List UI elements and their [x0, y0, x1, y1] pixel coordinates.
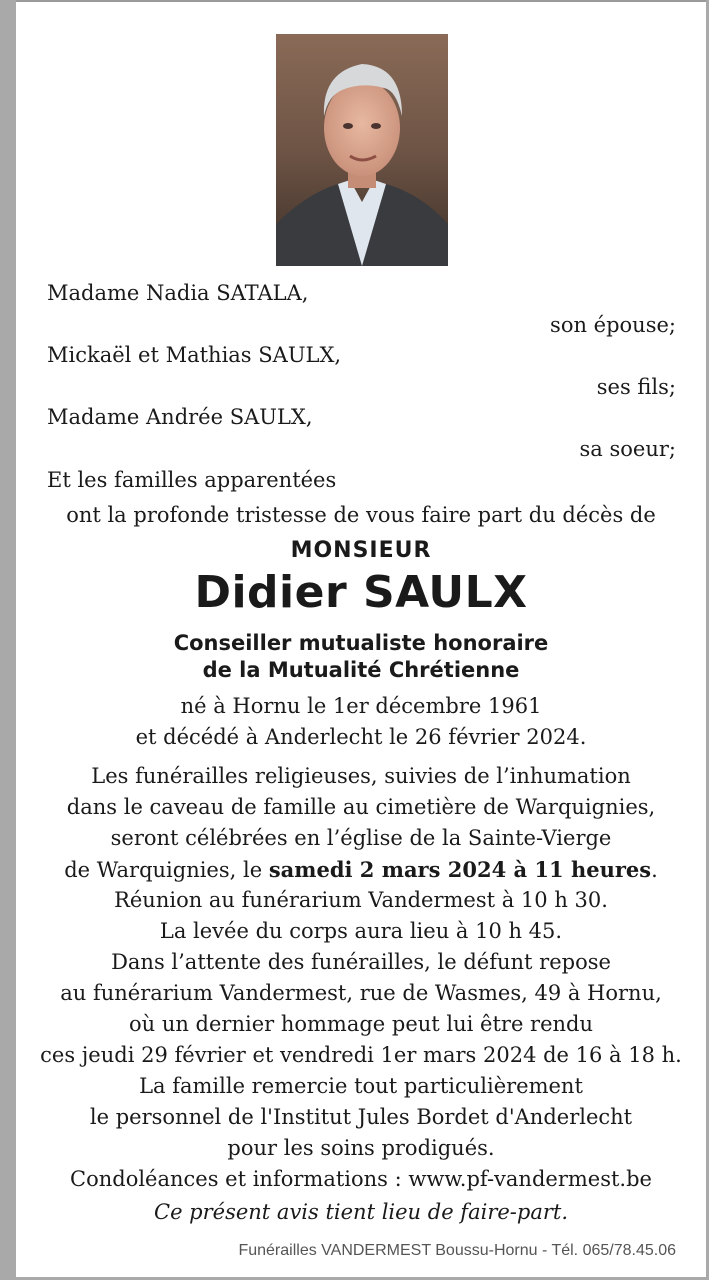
deceased-name: Didier SAULX — [194, 567, 528, 618]
funeral-date: samedi 2 mars 2024 à 11 heures — [268, 857, 652, 882]
family-member-name: Madame Nadia SATALA, — [47, 281, 309, 305]
funeral-text: dans le caveau de famille au cimetière de Warquignies, — [66, 795, 656, 819]
funeral-text: . — [651, 858, 658, 882]
thanks-text: La famille remercie tout particulièrement — [139, 1074, 583, 1098]
family-member-name: Madame Andrée SAULX, — [47, 405, 313, 429]
funeral-text: où un dernier hommage peut lui être rendu — [128, 1012, 594, 1036]
birth-info: né à Hornu le 1er décembre 1961 — [180, 694, 542, 718]
funeral-text: La levée du corps aura lieu à 10 h 45. — [159, 919, 563, 943]
footer-funeral-home: Funérailles VANDERMEST Boussu-Hornu - Tél. 065/78.45.06 — [238, 1242, 676, 1259]
funeral-text: Dans l’attente des funérailles, le défunt repose — [111, 950, 611, 974]
frame-top — [0, 0, 709, 2]
death-info: et décédé à Anderlecht le 26 février 2024. — [135, 725, 587, 749]
portrait-photo — [276, 34, 448, 266]
family-member-relation: ses fils; — [596, 375, 676, 399]
deceased-title: Conseiller mutualiste honoraire — [173, 631, 549, 655]
notice-text: Ce présent avis tient lieu de faire-part. — [154, 1200, 568, 1224]
funeral-text: seront célébrées en l’église de la Sainte-Vierge — [110, 826, 612, 850]
intro-announcement: ont la profonde tristesse de vous faire part du décès de — [66, 503, 656, 527]
deceased-title: de la Mutualité Chrétienne — [202, 658, 520, 682]
funeral-text: au funérarium Vandermest, rue de Wasmes, 49 à Hornu, — [60, 981, 662, 1005]
funeral-date-line — [16, 854, 706, 886]
funeral-text: Réunion au funérarium Vandermest à 10 h 30. — [114, 888, 608, 912]
family-member-relation: sa soeur; — [579, 437, 676, 461]
family-member-relation: son épouse; — [550, 313, 676, 337]
frame-left — [0, 0, 16, 1280]
funeral-text: de Warquignies, le — [64, 858, 269, 882]
thanks-text: pour les soins prodigués. — [227, 1136, 495, 1160]
thanks-text: le personnel de l'Institut Jules Bordet d'Anderlecht — [89, 1105, 633, 1129]
condolences-link[interactable]: Condoléances et informations : www.pf-vandermest.be — [70, 1167, 652, 1191]
family-member-name: Mickaël et Mathias SAULX, — [47, 343, 342, 367]
funeral-text: ces jeudi 29 février et vendredi 1er mars 2024 de 16 à 18 h. — [40, 1043, 682, 1067]
funeral-text: Les funérailles religieuses, suivies de l’inhumation — [91, 764, 631, 788]
intro-families: Et les familles apparentées — [47, 468, 337, 492]
salutation: MONSIEUR — [290, 538, 432, 563]
